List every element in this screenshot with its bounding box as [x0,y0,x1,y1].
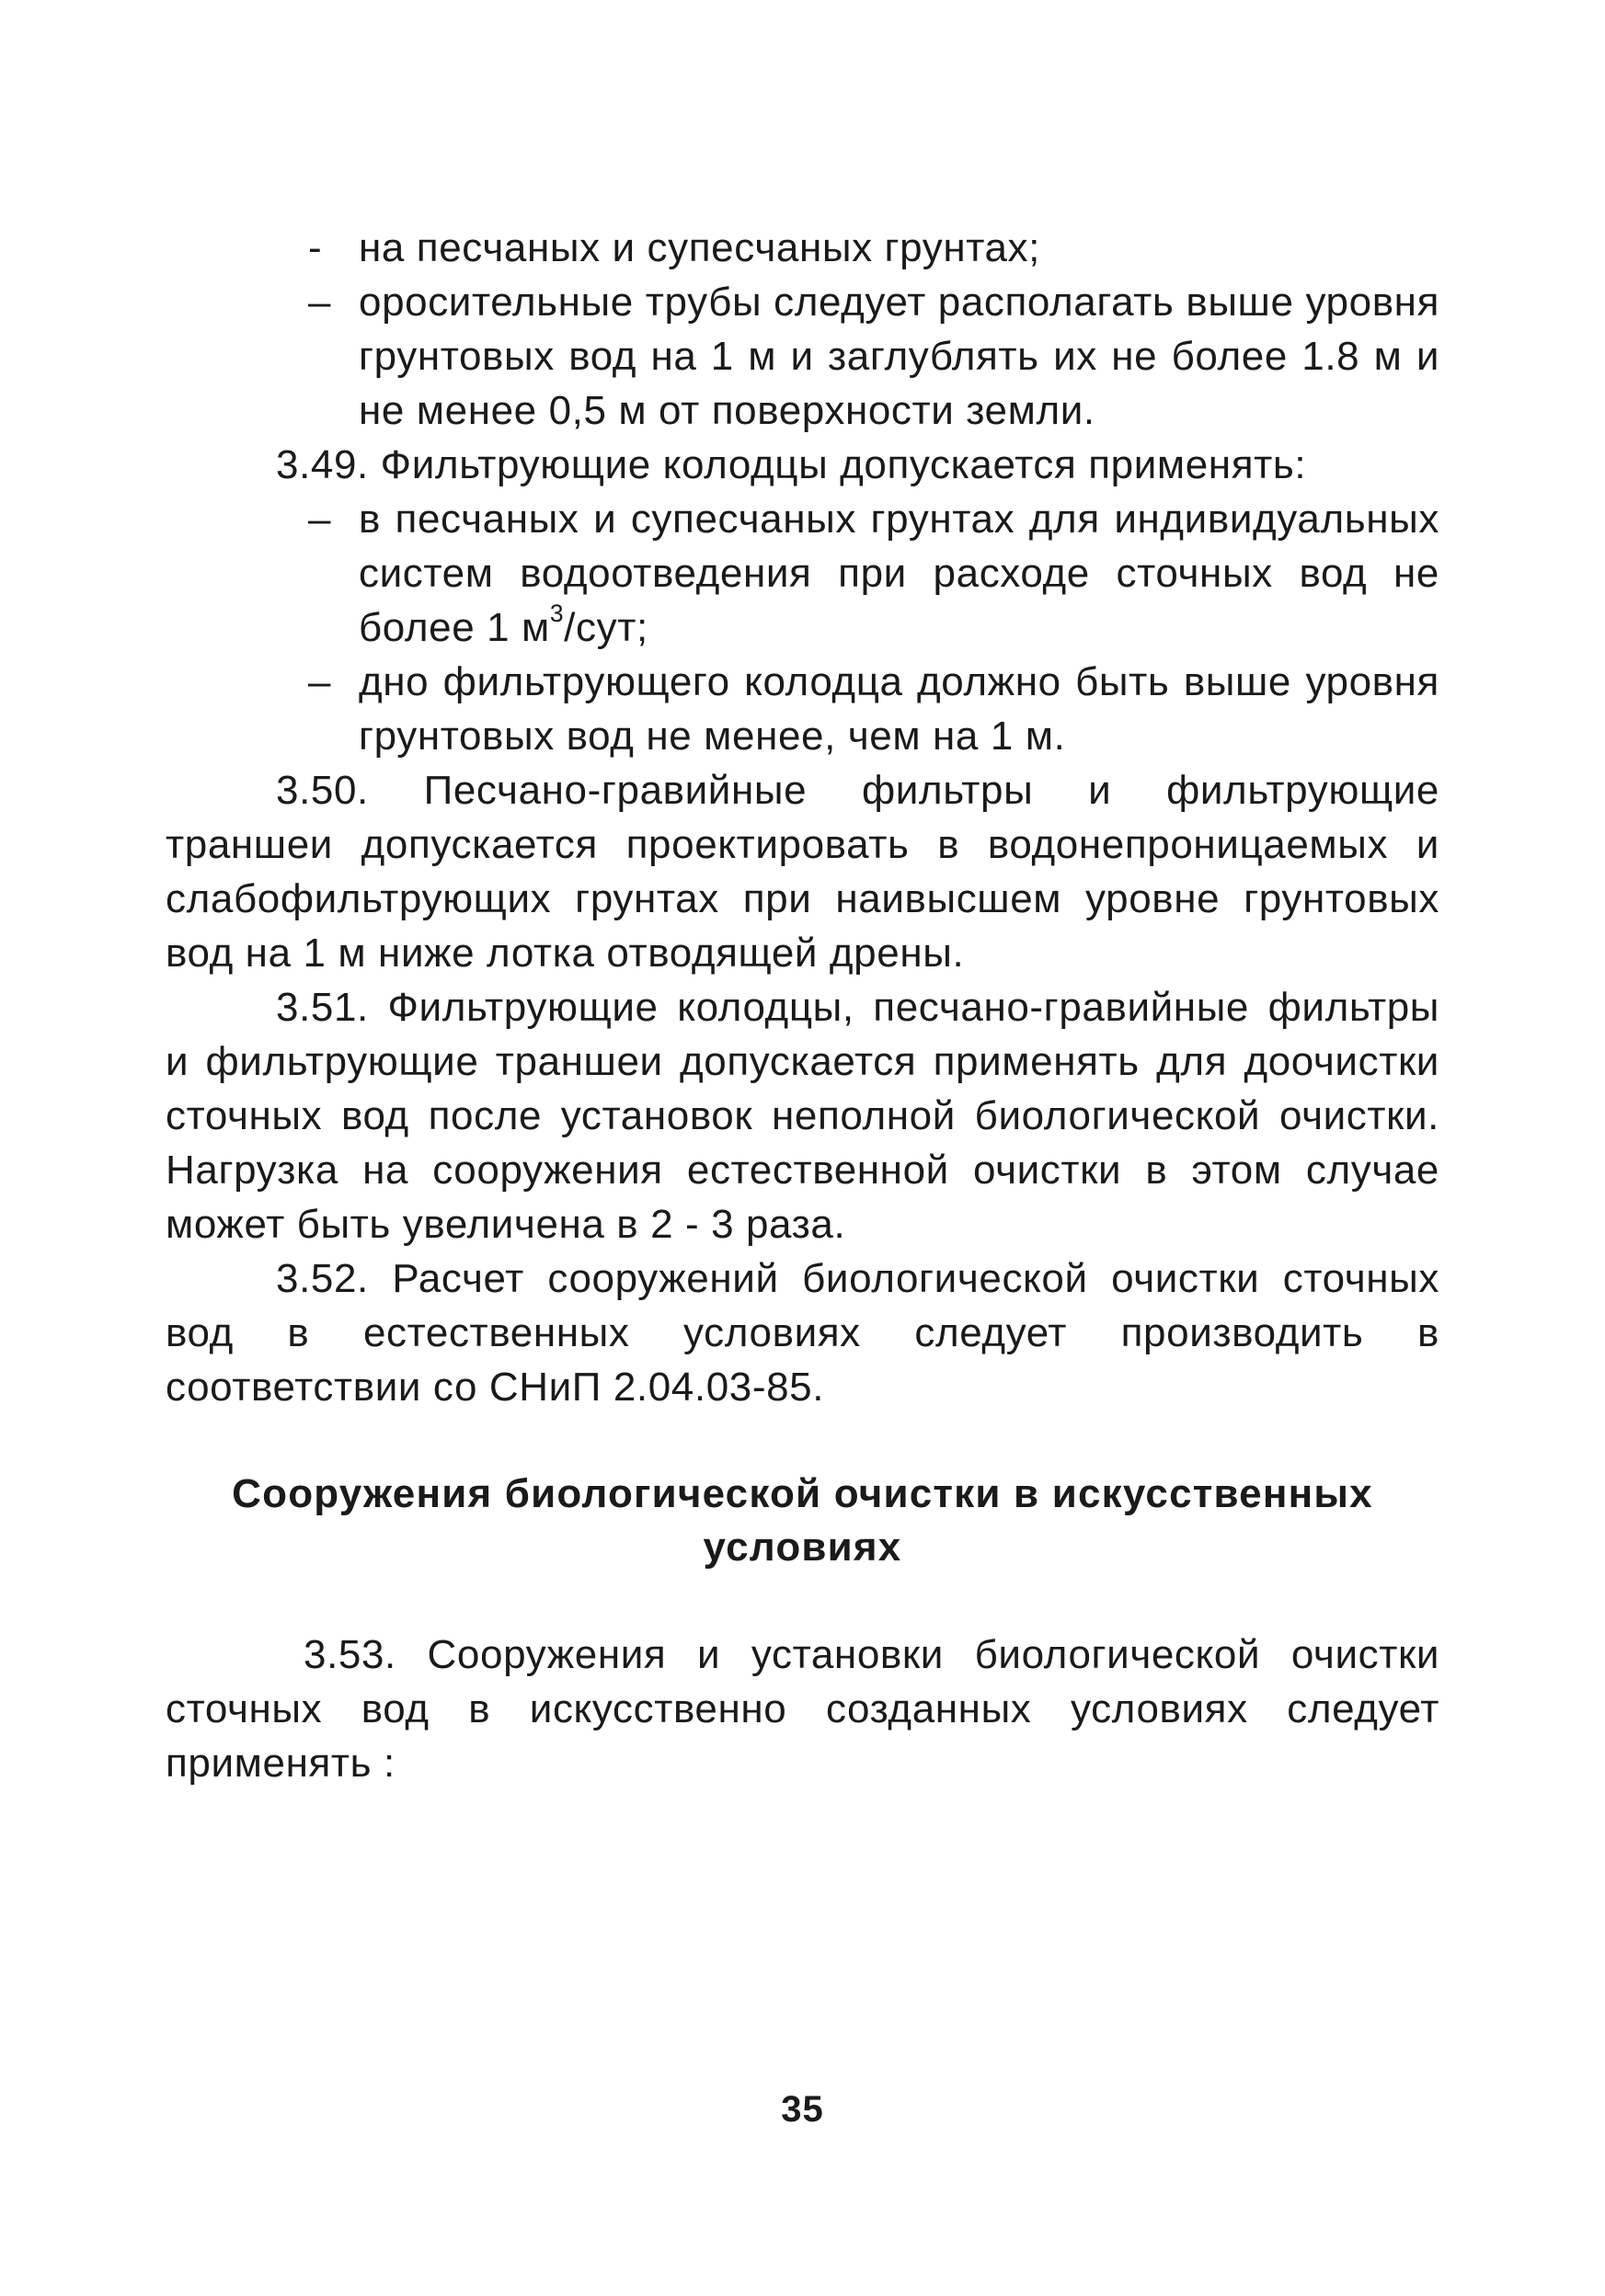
list-item-text: в песчаных и супесчаных грунтах для индивидуальных систем водоотведения при расходе сточных вод не более 1 м [359,497,1439,650]
list-dash: – [308,280,332,325]
list-dash: - [308,225,323,270]
list-item [308,655,1439,763]
list-dash: – [308,659,332,704]
document-body [166,221,1439,1790]
list-item [308,221,1439,275]
paragraph-3-52: 3.52. Расчет сооружений биологической очистки сточных вод в естественных условиях следует производить в соответствии со СНиП 2.04.03-85. [166,1256,1439,1410]
list-item-text: на песчаных и супесчаных грунтах; [359,225,1040,270]
list-item [308,492,1439,655]
page-number: 35 [781,2089,824,2130]
superscript: 3 [549,599,565,627]
paragraph-3-53: 3.53. Сооружения и установки биологической очистки сточных вод в искусственно созданных условиях следует применять : [166,1632,1439,1786]
section-heading: Сооружения биологической очистки в искусственных условиях [232,1471,1373,1570]
list-item [308,275,1439,438]
paragraph-3-49-lead: 3.49. Фильтрующие колодцы допускается применять: [276,442,1307,487]
list-dash: – [308,497,332,542]
paragraph-3-51: 3.51. Фильтрующие колодцы, песчано-гравийные фильтры и фильтрующие траншеи допускается применять для доочистки сточных вод после установок неполной биологической очистки. Нагрузка на сооружения естественной очистки в этом случае может быть увеличена в 2 - 3 раза. [166,985,1439,1247]
paragraph-3-50: 3.50. Песчано-гравийные фильтры и фильтрующие траншеи допускается проектировать в водонепроницаемых и слабофильтрующих грунтах при наивысшем уровне грунтовых вод на 1 м ниже лотка отводящей дрены. [166,768,1439,976]
list-item-text-tail: /сут; [564,605,648,650]
list-item-text: оросительные трубы следует располагать выше уровня грунтовых вод на 1 м и заглублять их не более 1.8 м и не менее 0,5 м от поверхности земли. [359,280,1439,433]
list-item-text: дно фильтрующего колодца должно быть выше уровня грунтовых вод не менее, чем на 1 м. [359,659,1439,759]
